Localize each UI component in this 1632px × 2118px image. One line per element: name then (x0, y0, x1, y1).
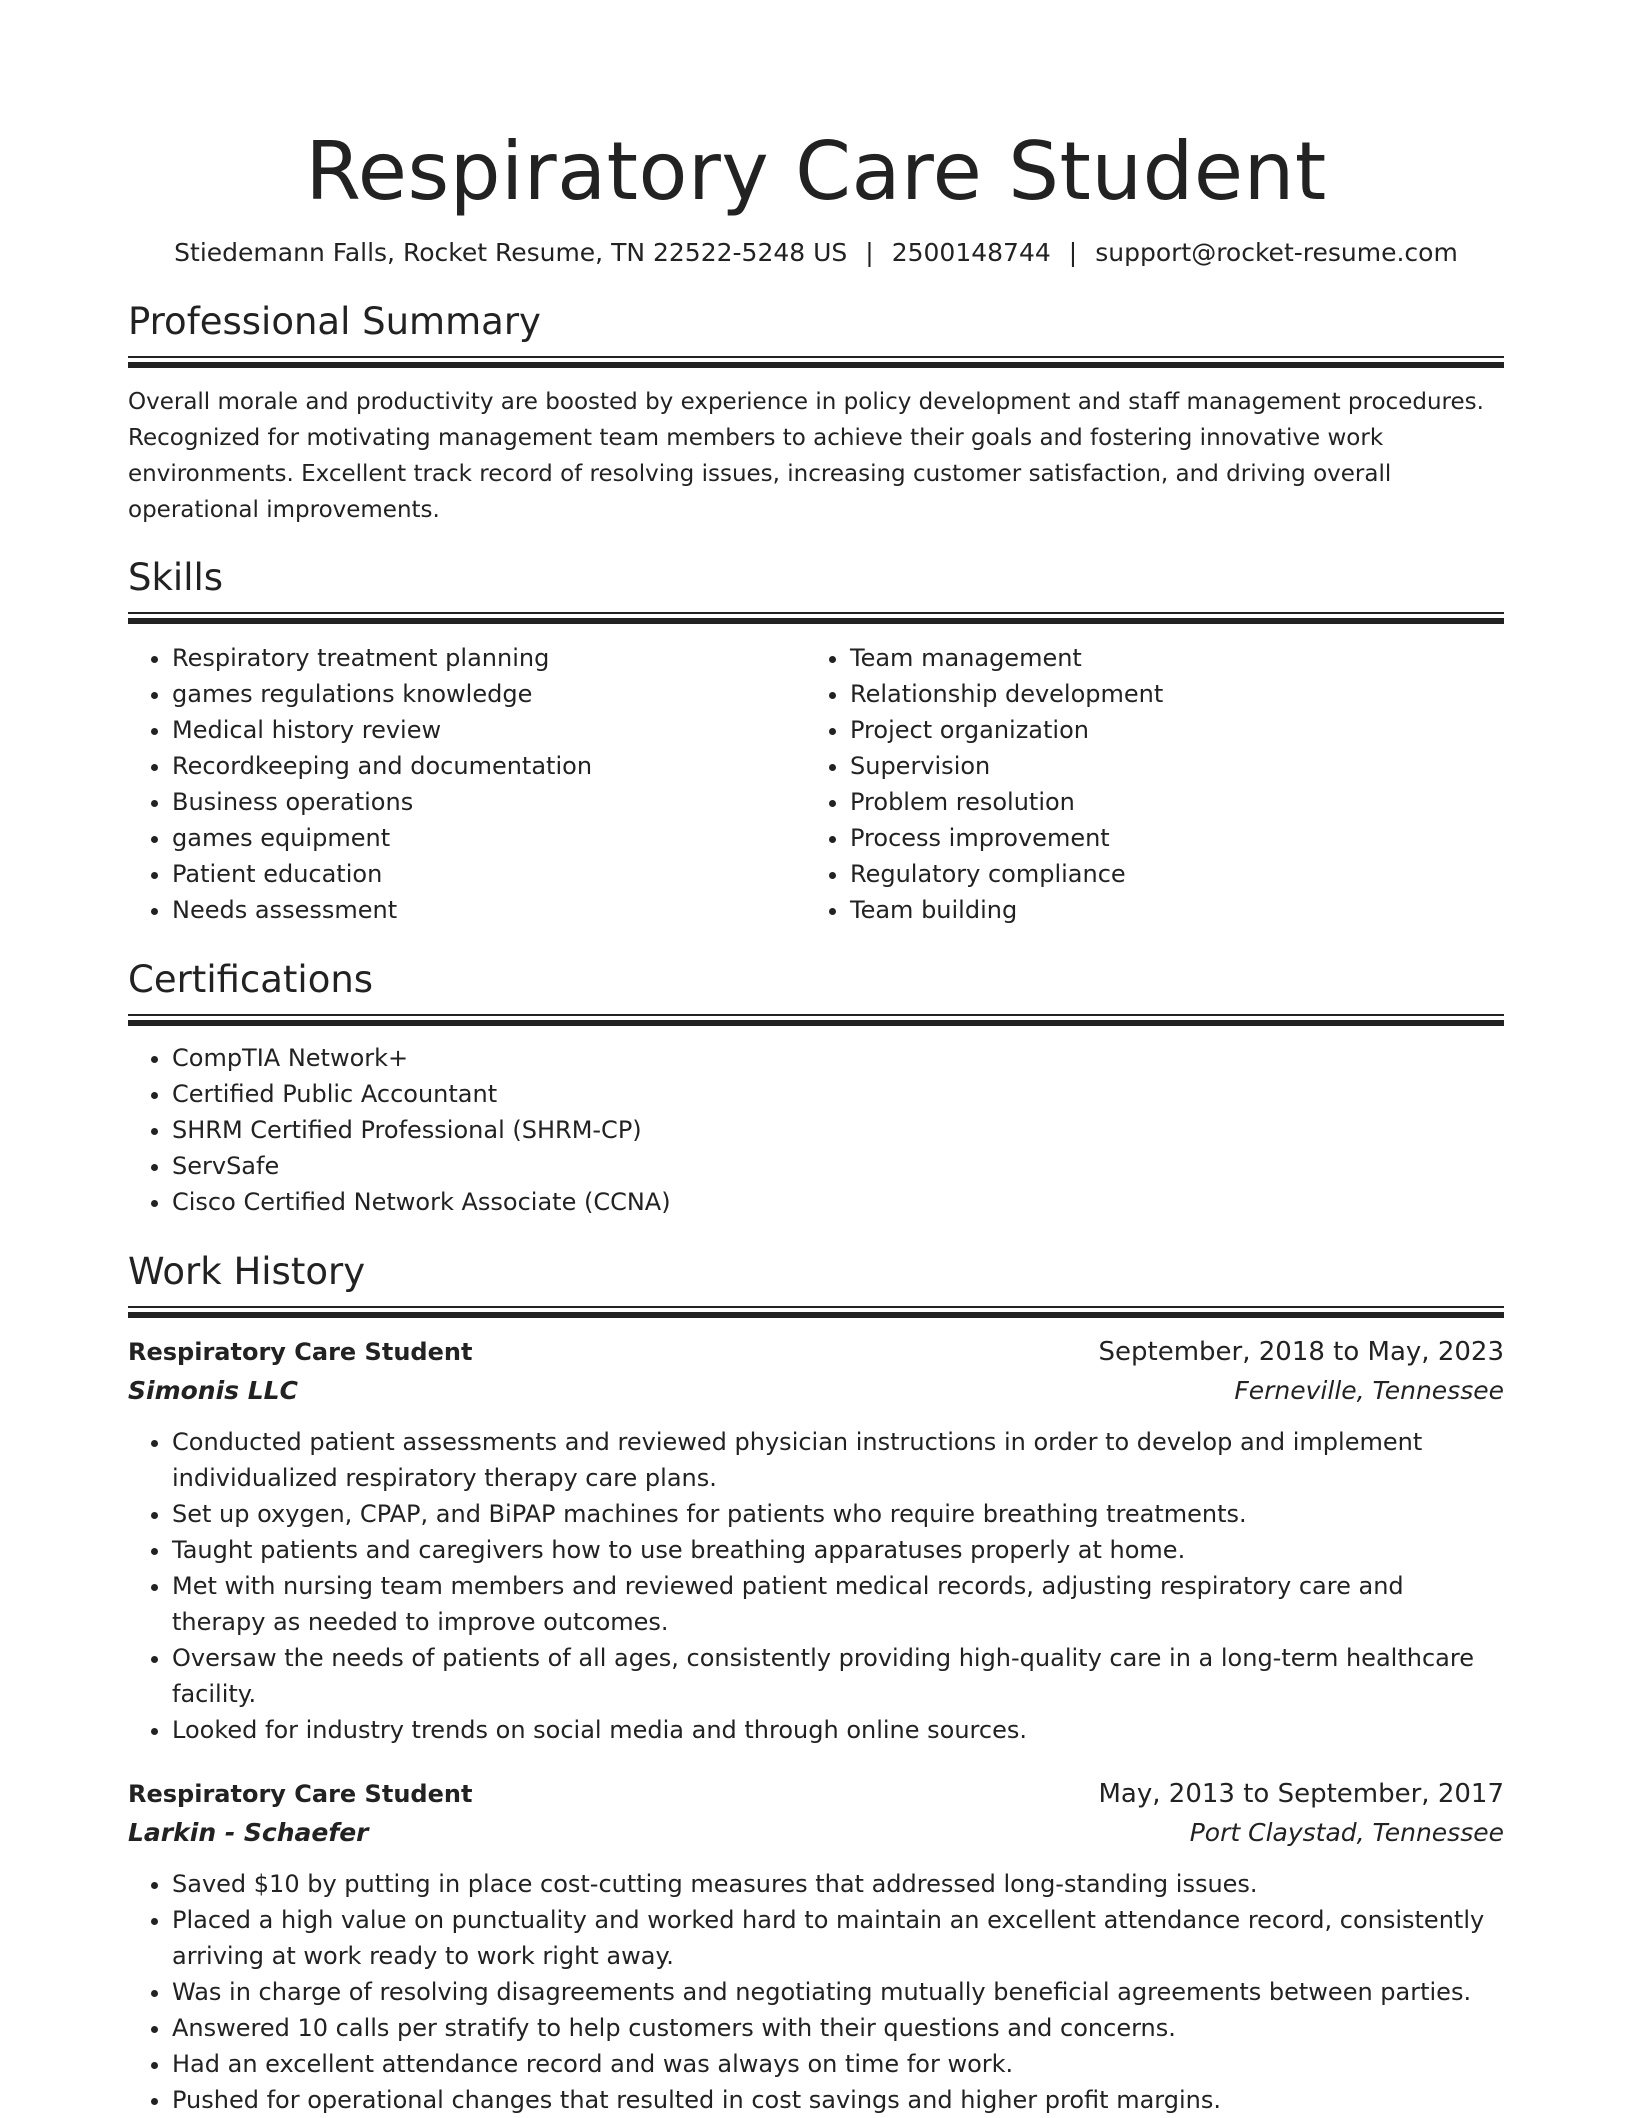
section-heading-skills: Skills (128, 556, 224, 599)
work-history-section (128, 1248, 1504, 2118)
contact-phone: 2500148744 (891, 238, 1051, 267)
contact-separator: | (1068, 238, 1078, 267)
summary-section (128, 298, 1504, 528)
skill-item: • Team building (850, 892, 1484, 928)
certifications-list (128, 1040, 1504, 1220)
job-bullets (128, 1866, 1504, 2118)
section-divider (128, 612, 1504, 624)
job-bullets (128, 1424, 1504, 1748)
skill-item: • Process improvement (850, 820, 1484, 856)
job-location: Port Claystad, Tennessee (1189, 1818, 1504, 1847)
certification-item: • SHRM Certified Professional (SHRM-CP) (172, 1112, 1504, 1148)
job-bullet: • Saved $10 by putting in place cost-cutting measures that addressed long-standing issues. (172, 1866, 1504, 1902)
job-bullet: • Pushed for operational changes that resulted in cost savings and higher profit margins. (172, 2082, 1504, 2118)
contact-separator: | (865, 238, 874, 267)
resume-title: Respiratory Care Student (305, 125, 1327, 218)
job-header-row (128, 1332, 1504, 1372)
job-company-row (128, 1814, 1504, 1852)
job-title: Respiratory Care Student (128, 1780, 473, 1808)
certification-item: • ServSafe (172, 1148, 1504, 1184)
certification-item: • Certified Public Accountant (172, 1076, 1504, 1112)
skill-item: • Recordkeeping and documentation (172, 748, 806, 784)
job-bullet: • Taught patients and caregivers how to use breathing apparatuses properly at home. (172, 1532, 1504, 1568)
job-bullet: • Oversaw the needs of patients of all ages, consistently providing high-quality care in a long-term healthcare facility. (172, 1640, 1504, 1712)
section-divider (128, 1306, 1504, 1318)
skill-item: • Regulatory compliance (850, 856, 1484, 892)
job-bullet: • Set up oxygen, CPAP, and BiPAP machines for patients who require breathing treatments. (172, 1496, 1504, 1532)
job-bullet: • Placed a high value on punctuality and worked hard to maintain an excellent attendance record, consistently arriving at work ready to work right away. (172, 1902, 1504, 1974)
job-bullet: • Had an excellent attendance record and was always on time for work. (172, 2046, 1504, 2082)
summary-text: Overall morale and productivity are boosted by experience in policy development and staff management procedures. Recognized for motivating management team members to achieve their goals and fostering innovative work environments. Excellent track record of resolving issues, increasing customer satisfaction, and driving overall operational improvements. (128, 389, 1484, 523)
skill-item: • Problem resolution (850, 784, 1484, 820)
skills-list-left (128, 640, 806, 928)
skill-item: • Relationship development (850, 676, 1484, 712)
skills-column-left (128, 640, 806, 928)
skill-item: • Team management (850, 640, 1484, 676)
job-company: Larkin - Schaefer (128, 1818, 369, 1847)
job-bullet: • Answered 10 calls per stratify to help customers with their questions and concerns. (172, 2010, 1504, 2046)
skill-item: • Respiratory treatment planning (172, 640, 806, 676)
contact-line (128, 236, 1504, 270)
skills-list-right (806, 640, 1484, 928)
skills-column-right (806, 640, 1484, 928)
job-dates: September, 2018 to May, 2023 (1098, 1337, 1504, 1367)
job-bullet: • Conducted patient assessments and reviewed physician instructions in order to develop and implement individualized respiratory therapy care plans. (172, 1424, 1504, 1496)
skill-item: • games regulations knowledge (172, 676, 806, 712)
contact-email: support@rocket-resume.com (1095, 238, 1458, 267)
job-entry (128, 1332, 1504, 1748)
section-heading-certifications: Certifications (128, 958, 374, 1001)
skill-item: • Business operations (172, 784, 806, 820)
certifications-section (128, 956, 1504, 1220)
job-bullet: • Looked for industry trends on social media and through online sources. (172, 1712, 1504, 1748)
job-title: Respiratory Care Student (128, 1338, 473, 1366)
section-heading-summary: Professional Summary (128, 300, 541, 343)
section-divider (128, 356, 1504, 368)
skills-section (128, 554, 1504, 928)
section-heading-work-history: Work History (128, 1250, 366, 1293)
resume-page (128, 0, 1504, 2118)
job-company-row (128, 1372, 1504, 1410)
skill-item: • Medical history review (172, 712, 806, 748)
skills-grid (128, 640, 1504, 928)
contact-address: Stiedemann Falls, Rocket Resume, TN 22522-5248 US (174, 238, 848, 267)
job-entry (128, 1774, 1504, 2118)
skill-item: • Project organization (850, 712, 1484, 748)
skill-item: • games equipment (172, 820, 806, 856)
job-bullet: • Was in charge of resolving disagreements and negotiating mutually beneficial agreements between parties. (172, 1974, 1504, 2010)
job-location: Ferneville, Tennessee (1234, 1376, 1504, 1405)
job-header-row (128, 1774, 1504, 1814)
skill-item: • Needs assessment (172, 892, 806, 928)
job-company: Simonis LLC (128, 1376, 298, 1405)
certification-item: • CompTIA Network+ (172, 1040, 1504, 1076)
section-divider (128, 1014, 1504, 1026)
skill-item: • Patient education (172, 856, 806, 892)
skill-item: • Supervision (850, 748, 1484, 784)
job-dates: May, 2013 to September, 2017 (1098, 1779, 1504, 1809)
job-bullet: • Met with nursing team members and reviewed patient medical records, adjusting respiratory care and therapy as needed to improve outcomes. (172, 1568, 1504, 1640)
certification-item: • Cisco Certified Network Associate (CCNA) (172, 1184, 1504, 1220)
job-list (128, 1332, 1504, 2118)
